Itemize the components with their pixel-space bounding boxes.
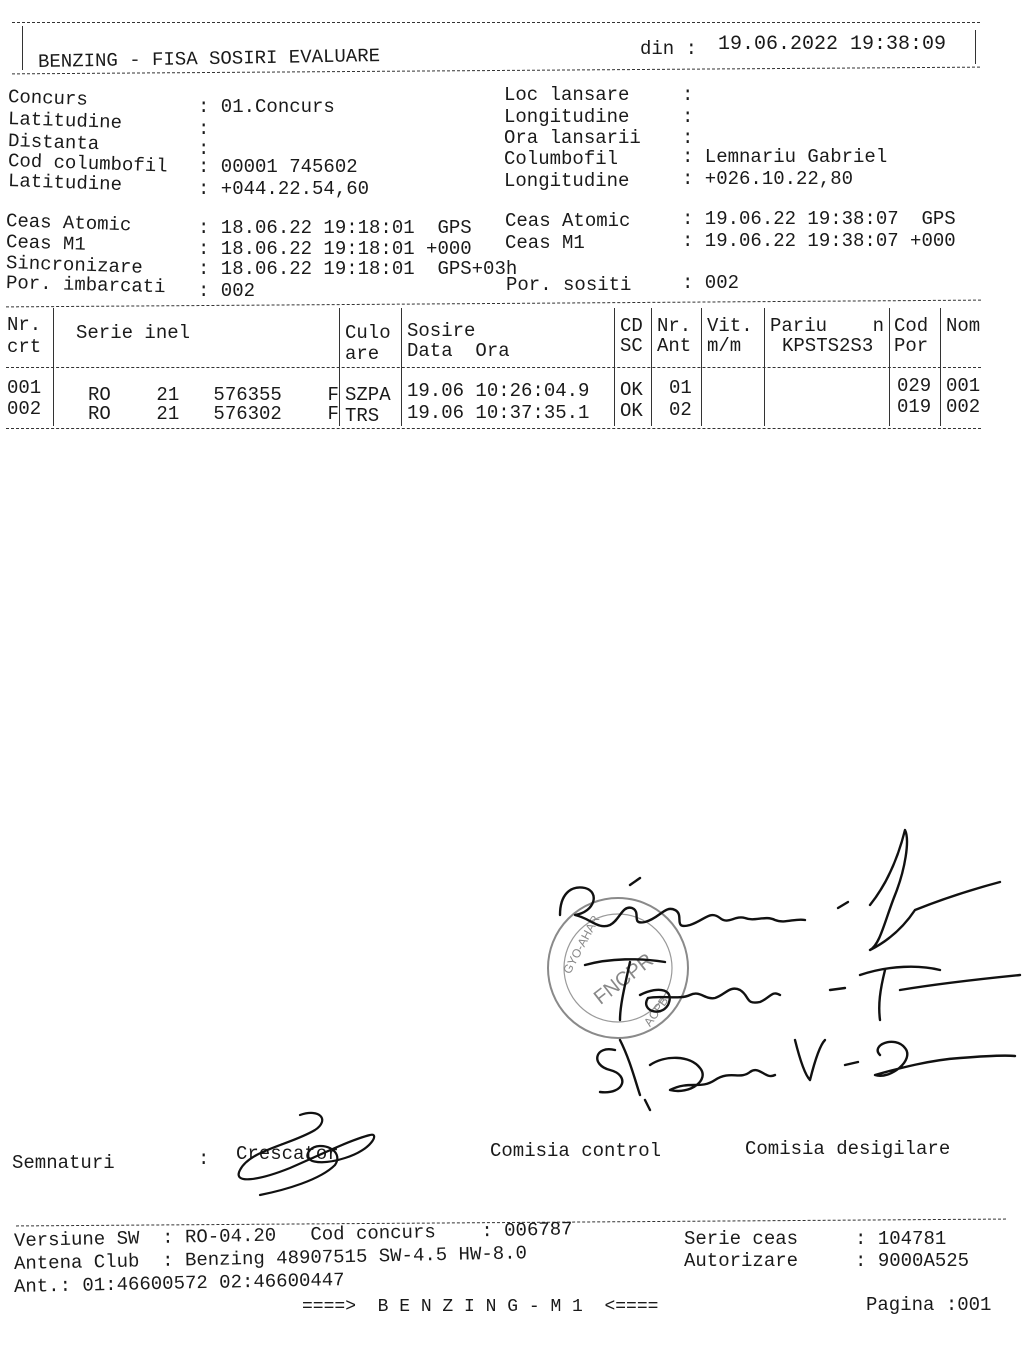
signature-comisia-control-label: Comisia control [490, 1140, 662, 1162]
th-m-m: m/m [707, 335, 742, 357]
table-row-1-nom: 001 [946, 375, 981, 397]
th-culoare-1: Culo [345, 322, 391, 344]
clock-label-ceas-m1-end: Ceas M1 [505, 232, 585, 254]
table-row-2-nr: 002 [7, 398, 42, 420]
footer-antena-club: Antena Club : Benzing 48907515 SW-4.5 HW-8.0 [13, 1242, 528, 1275]
th-vit: Vit. [707, 315, 753, 337]
table-row-1-nr: 001 [7, 377, 42, 399]
table-row-2-serie: RO 21 576302 F [88, 403, 339, 425]
th-kpsts: KPSTS2S3 [782, 335, 874, 357]
svg-text:ACPB: ACPB [640, 994, 672, 1029]
th-crt: crt [7, 336, 42, 358]
footer-banner: ====> B E N Z I N G - M 1 <==== [302, 1297, 659, 1317]
info-value-columbofil: : Lemnariu Gabriel [682, 146, 888, 168]
clock-value-sincronizare: : 18.06.22 19:18:01 GPS+03h [198, 258, 518, 280]
info-label-ora-lansarii: Ora lansarii [504, 127, 641, 149]
table-row-2-cod: 019 [897, 396, 932, 418]
info-label-latitudine-1: Latitudine [7, 108, 123, 134]
clock-label-ceas-m1-start: Ceas M1 [5, 231, 87, 256]
th-cod: Cod [894, 315, 929, 337]
clock-value-ceas-m1-start: : 18.06.22 19:18:01 +000 [198, 238, 472, 260]
clock-label-ceas-atomic-start: Ceas Atomic [5, 210, 132, 237]
th-sosire: Sosire [407, 320, 476, 342]
th-nr: Nr. [7, 314, 42, 336]
table-row-1-cdsc: OK [620, 379, 643, 401]
info-value-distanta: : [198, 138, 210, 160]
th-pariu: Pariu n [770, 315, 885, 337]
table-row-2-cdsc: OK [620, 400, 643, 422]
info-value-ora-lansarii: : [682, 127, 694, 149]
signature-comisia-desigilare-label: Comisia desigilare [745, 1138, 951, 1160]
svg-text:FNCPR: FNCPR [589, 949, 658, 1010]
footer-page-number: Pagina :001 [866, 1294, 992, 1316]
header-date-value: 19.06.2022 19:38:09 [718, 33, 947, 56]
svg-text:GYO-AHAR: GYO-AHAR [560, 913, 603, 977]
signatures-label: Semnaturi [12, 1152, 115, 1174]
clock-value-por-imbarcati: : 002 [198, 280, 256, 302]
table-row-1-sosire: 19.06 10:26:04.9 [407, 380, 590, 402]
info-value-latitudine-1: : [198, 118, 210, 140]
th-cd: CD [620, 315, 643, 337]
clock-label-ceas-atomic-end: Ceas Atomic [505, 210, 631, 232]
th-ant: Ant [657, 335, 692, 357]
table-row-2-ant: 02 [669, 399, 692, 421]
footer-antenna-codes: Ant.: 01:46600572 02:46600447 [13, 1269, 345, 1298]
th-por: Por [894, 335, 929, 357]
table-row-1-cod: 029 [897, 375, 932, 397]
info-label-cod-columbofil: Cod columbofil [7, 150, 168, 178]
th-sc: SC [620, 335, 643, 357]
header-date-label: din : [640, 38, 698, 60]
info-value-loc-lansare: : [682, 84, 694, 106]
clock-label-por-sositi: Por. sositi [506, 274, 632, 296]
th-nr-ant: Nr. [657, 315, 692, 337]
table-row-1-culoare: SZPA [345, 384, 391, 406]
info-value-latitudine-2: : +044.22.54,60 [198, 178, 370, 200]
info-label-columbofil: Columbofil [504, 148, 619, 170]
th-serie-inel: Serie inel [76, 322, 191, 344]
clock-value-por-sositi: : 002 [682, 272, 740, 294]
info-value-cod-columbofil: : 00001 745602 [198, 156, 358, 178]
info-label-loc-lansare: Loc lansare [504, 84, 630, 106]
clock-label-por-imbarcati: Por. imbarcati [5, 272, 166, 299]
signatures-colon: : [198, 1148, 210, 1170]
footer-autorizare: Autorizare : 9000A525 [684, 1250, 970, 1272]
info-label-longitudine-2: Longitudine [504, 170, 630, 192]
clock-value-ceas-atomic-start: : 18.06.22 19:18:01 GPS [198, 217, 472, 239]
footer-serie-ceas: Serie ceas : 104781 [684, 1228, 947, 1250]
clock-value-ceas-atomic-end: : 19.06.22 19:38:07 GPS [682, 208, 956, 230]
table-row-1-ant: 01 [669, 377, 692, 399]
th-culoare-2: are [345, 343, 380, 365]
th-nom: Nom [946, 315, 981, 337]
document-title: BENZING - FISA SOSIRI EVALUARE [37, 45, 381, 73]
table-row-1-serie: RO 21 576355 F [88, 384, 339, 406]
clock-label-sincronizare: Sincronizare [5, 252, 144, 279]
table-row-2-nom: 002 [946, 396, 981, 418]
info-label-concurs: Concurs [7, 86, 89, 111]
clock-value-ceas-m1-end: : 19.06.22 19:38:07 +000 [682, 230, 956, 252]
table-row-2-culoare: TRS [345, 405, 380, 427]
info-label-latitudine-2: Latitudine [7, 170, 123, 196]
info-label-distanta: Distanta [7, 130, 100, 156]
info-value-concurs: : 01.Concurs [198, 96, 335, 118]
info-value-longitudine-1: : [682, 106, 694, 128]
signature-crescator-label: Crescator [236, 1143, 339, 1165]
info-label-longitudine-1: Longitudine [504, 106, 630, 128]
th-data-ora: Data Ora [407, 340, 510, 362]
info-value-longitudine-2: : +026.10.22,80 [682, 168, 854, 190]
table-row-2-sosire: 19.06 10:37:35.1 [407, 402, 590, 424]
footer-versiune-sw: Versiune SW : RO-04.20 Cod concurs : 006787 [13, 1218, 573, 1252]
